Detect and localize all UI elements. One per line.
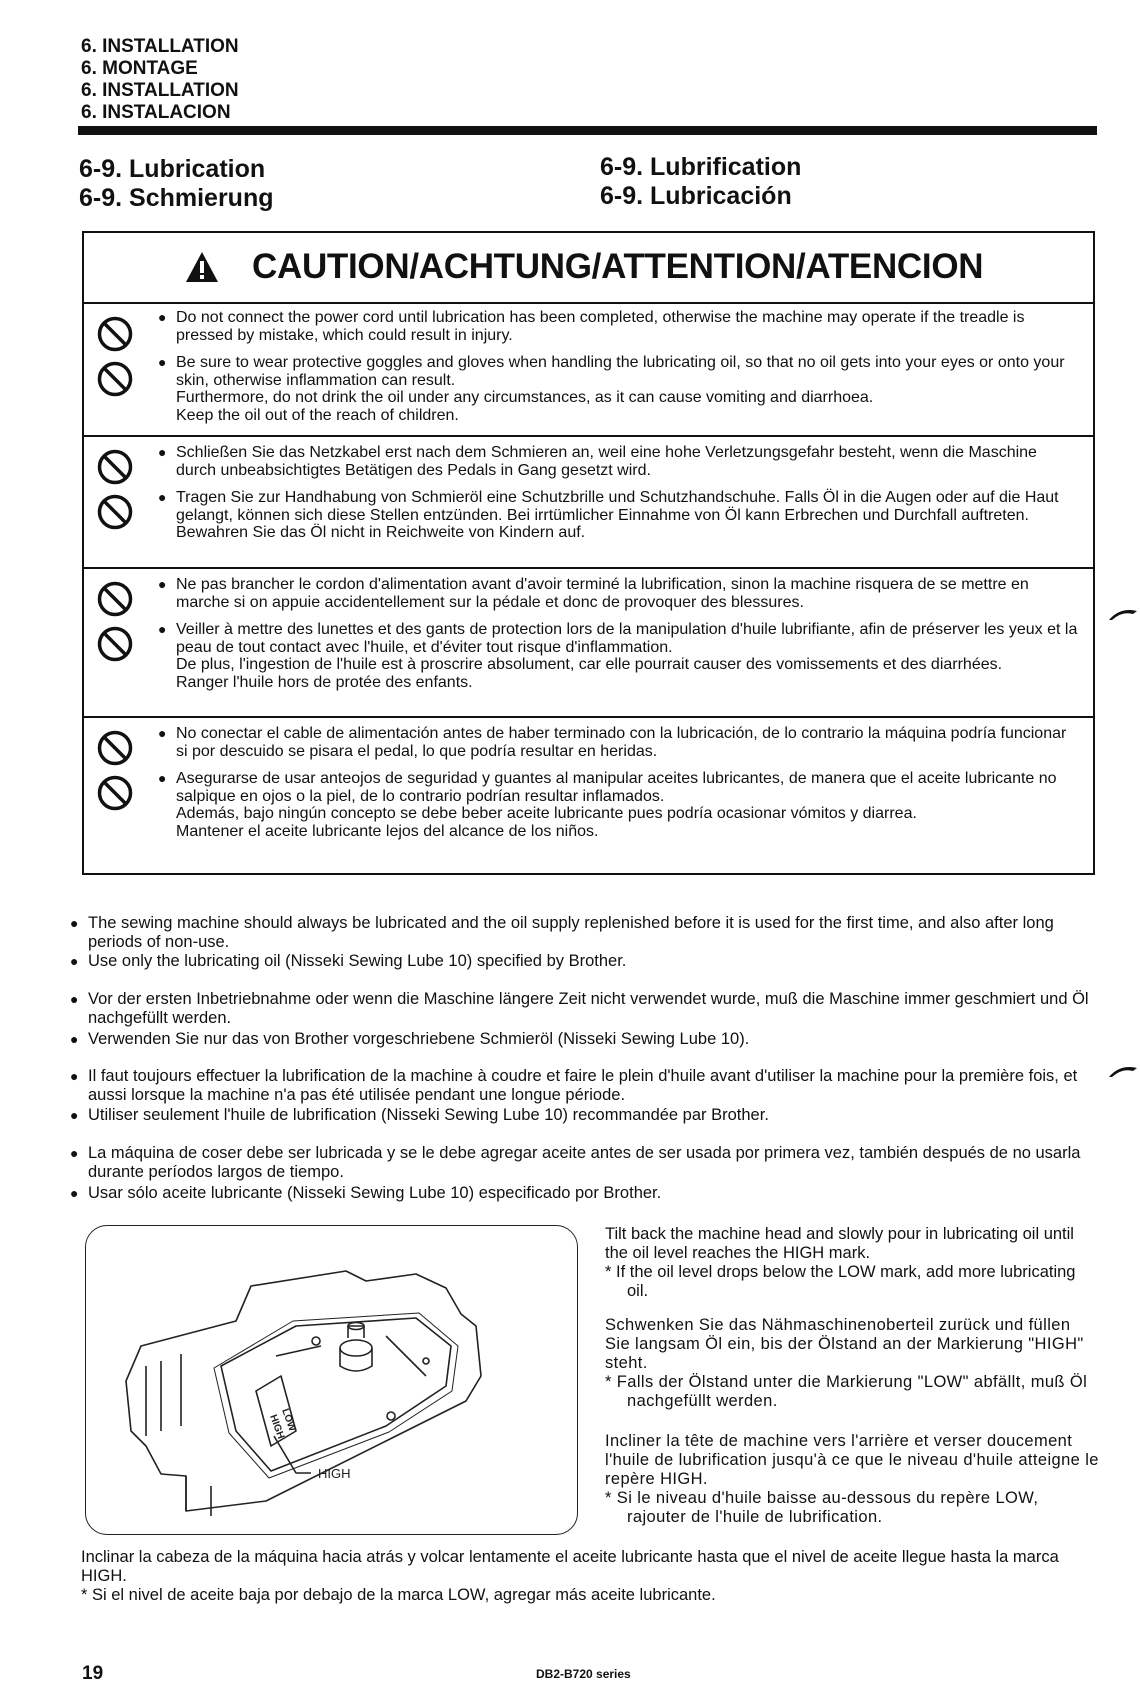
caution-section-de [84, 437, 1093, 569]
note-text: Vor der ersten Inbetriebnahme oder wenn die Maschine längere Zeit nicht verwendet wurde, muß die Maschine immer geschmiert und Öl nachgefüllt werden. [88, 990, 1089, 1027]
caution-text: Además, bajo ningún concepto se debe beber aceite lubricante pues podría ocasionar vómitos y diarrea. [176, 805, 917, 822]
caution-section-fr [84, 569, 1093, 718]
note-text: Il faut toujours effectuer la lubrification de la machine à coudre et faire le plein d'huile avant d'utiliser la machine pour la première fois, et aussi lorsque la machine n'a pas été utilisée pendant une longue période. [88, 1067, 1078, 1104]
prohibition-icon [97, 775, 133, 811]
instruction-text: Incliner la tête de machine vers l'arrière et verser doucement l'huile de lubrification jusqu'à ce que le niveau d'huile atteigne le repère HIGH. [605, 1432, 1099, 1488]
instruction-note: * Si el nivel de aceite baja por debajo de la marca LOW, agregar más aceite lubricante. [81, 1586, 716, 1604]
instruction-text: Schwenken Sie das Nähmaschinenoberteil zurück und füllen Sie langsam Öl ein, bis der Ölstand an der Markierung "HIGH" steht. [605, 1316, 1084, 1372]
bullet-icon: ● [158, 354, 167, 370]
bullet-icon: ● [70, 1185, 79, 1201]
chapter-header-line: 6. INSTALLATION [81, 36, 239, 57]
instruction-note: * If the oil level drops below the LOW mark, add more lubricating oil. [605, 1263, 1076, 1300]
prohibition-icon [97, 626, 133, 662]
oil-pan-figure [85, 1225, 578, 1535]
caution-section-en [84, 302, 1093, 437]
continue-arrow-icon [1108, 1062, 1138, 1078]
caution-text: Do not connect the power cord until lubrication has been completed, otherwise the machine may operate if the treadle is pressed by mistake, which could result in injury. [176, 309, 1025, 344]
note-text: Usar sólo aceite lubricante (Nisseki Sewing Lube 10) especificado por Brother. [88, 1184, 662, 1202]
chapter-header-line: 6. INSTALLATION [81, 80, 239, 101]
instruction-note: * Falls der Ölstand unter die Markierung "LOW" abfällt, muß Öl nachgefüllt werden. [605, 1373, 1088, 1410]
note-item [70, 990, 1098, 1027]
caution-title: CAUTION/ACHTUNG/ATTENTION/ATENCION [252, 247, 984, 286]
caution-text: Furthermore, do not drink the oil under any circumstances, as it can cause vomiting and diarrhoea. [176, 389, 874, 406]
bullet-icon: ● [70, 1145, 79, 1161]
prohibition-icon [97, 494, 133, 530]
bullet-icon: ● [70, 953, 79, 969]
bullet-icon: ● [70, 1068, 79, 1084]
caution-section-es [84, 718, 1093, 875]
header-rule [78, 126, 1097, 135]
section-title-en: 6-9. Lubrication [79, 155, 266, 183]
caution-text: Asegurarse de usar anteojos de seguridad y guantes al manipular aceites lubricantes, de manera que el aceite lubricante no salpique en ojos o la piel, de lo contrario podrían resultar inflamados. [176, 770, 1057, 805]
bullet-icon: ● [70, 1031, 79, 1047]
caution-text: Schließen Sie das Netzkabel erst nach dem Schmieren an, weil eine hohe Verletzungsgefahr besteht, wenn die Maschine durch unbeabsichtigtes Betätigen des Pedals in Gang gesetzt wird. [176, 444, 1037, 479]
note-text: Utiliser seulement l'huile de lubrification (Nisseki Sewing Lube 10) recommandée par Brother. [88, 1106, 769, 1124]
bullet-icon: ● [158, 770, 167, 786]
bullet-icon: ● [158, 621, 167, 637]
caution-item [158, 309, 1081, 344]
caution-item [158, 489, 1081, 542]
instruction-text: Inclinar la cabeza de la máquina hacia atrás y volcar lentamente el aceite lubricante hasta que el nivel de aceite llegue hasta la marca HIGH. [81, 1548, 1059, 1585]
prohibition-icon [97, 730, 133, 766]
instruction-fr [605, 1432, 1100, 1527]
prohibition-icon [97, 581, 133, 617]
bullet-icon: ● [158, 725, 167, 741]
caution-text: Bewahren Sie das Öl nicht in Reichweite von Kindern auf. [176, 524, 586, 541]
caution-text: Ne pas brancher le cordon d'alimentation avant d'avoir terminé la lubrification, sinon la machine risquera de se mettre en marche si on appuie accidentellement sur la pédale et donc de provoquer des blessures. [176, 576, 1029, 611]
caution-text: De plus, l'ingestion de l'huile est à proscrire absolument, car elle pourrait causer des vomissements et des diarrhées. [176, 656, 1003, 673]
chapter-header-line: 6. INSTALACION [81, 102, 231, 123]
prohibition-icon [97, 361, 133, 397]
bullet-icon: ● [158, 489, 167, 505]
note-item [70, 1106, 1098, 1125]
warning-triangle-icon [185, 251, 219, 283]
note-item [70, 1067, 1098, 1104]
prohibition-icon [97, 449, 133, 485]
caution-text: Ranger l'huile hors de protée des enfants. [176, 673, 473, 691]
caution-item [158, 770, 1081, 840]
caution-item [158, 725, 1081, 760]
oil-pan-illustration [86, 1226, 576, 1533]
note-text: La máquina de coser debe ser lubricada y se le debe agregar aceite antes de ser usada por primera vez, también después de no usarla durante períodos largos de tiempo. [88, 1144, 1081, 1181]
gauge-high-label: HIGH [267, 1413, 287, 1441]
caution-item [158, 444, 1081, 479]
note-item [70, 914, 1098, 951]
caution-text: Mantener el aceite lubricante lejos del alcance de los niños. [176, 822, 599, 840]
caution-item [158, 621, 1081, 691]
note-item [70, 1030, 1098, 1049]
bullet-icon: ● [70, 915, 79, 931]
note-item [70, 1144, 1098, 1181]
instruction-es [81, 1548, 1101, 1605]
high-callout-label: HIGH [318, 1466, 351, 1481]
prohibition-icon [97, 316, 133, 352]
caution-box [82, 231, 1095, 875]
caution-text: Tragen Sie zur Handhabung von Schmieröl eine Schutzbrille und Schutzhandschuhe. Falls Öl in die Augen oder auf die Haut gelangt, können sich diese Stellen entzünden. Bei irrtümlicher Einnahme von Öl kann Erbrechen und Durchfall auftreten. [176, 489, 1059, 524]
instruction-text: Tilt back the machine head and slowly pour in lubricating oil until the oil level reaches the HIGH mark. [605, 1225, 1074, 1262]
caution-item [158, 354, 1081, 424]
page-number: 19 [82, 1663, 104, 1684]
caution-item [158, 576, 1081, 611]
chapter-header-line: 6. MONTAGE [81, 58, 198, 79]
bullet-icon: ● [70, 1107, 79, 1123]
bullet-icon: ● [70, 991, 79, 1007]
bullet-icon: ● [158, 444, 167, 460]
bullet-icon: ● [158, 576, 167, 592]
instruction-note: * Si le niveau d'huile baisse au-dessous du repère LOW, rajouter de l'huile de lubrification. [605, 1489, 1039, 1526]
section-title-es: 6-9. Lubricación [600, 182, 792, 210]
caution-text: Veiller à mettre des lunettes et des gants de protection lors de la manipulation d'huile lubrifiante, afin de préserver les yeux et la peau de tout contact avec l'huile, et d'éviter tout risque d'inflammation. [176, 621, 1078, 656]
section-title-fr: 6-9. Lubrification [600, 153, 802, 181]
instruction-en [605, 1225, 1100, 1301]
note-item [70, 952, 1098, 971]
continue-arrow-icon [1108, 605, 1138, 621]
note-text: The sewing machine should always be lubricated and the oil supply replenished before it is used for the first time, and also after long periods of non-use. [88, 914, 1054, 951]
note-item [70, 1184, 1098, 1203]
caution-text: Keep the oil out of the reach of children. [176, 406, 459, 424]
chapter-header [81, 36, 239, 124]
caution-title-bar [84, 233, 1093, 304]
gauge-low-label: LOW [279, 1407, 298, 1433]
section-title-de: 6-9. Schmierung [79, 184, 274, 212]
caution-text: Be sure to wear protective goggles and gloves when handling the lubricating oil, so that no oil gets into your eyes or onto your skin, otherwise inflammation can result. [176, 354, 1065, 389]
note-text: Use only the lubricating oil (Nisseki Sewing Lube 10) specified by Brother. [88, 952, 627, 970]
instruction-de [605, 1316, 1100, 1411]
caution-text: No conectar el cable de alimentación antes de haber terminado con la lubricación, de lo contrario la máquina podría funcionar si por descuido se pisara el pedal, lo que podría resultar en heridas. [176, 725, 1067, 760]
note-text: Verwenden Sie nur das von Brother vorgeschriebene Schmieröl (Nisseki Sewing Lube 10). [88, 1030, 750, 1048]
bullet-icon: ● [158, 309, 167, 325]
series-label: DB2-B720 series [536, 1667, 631, 1681]
